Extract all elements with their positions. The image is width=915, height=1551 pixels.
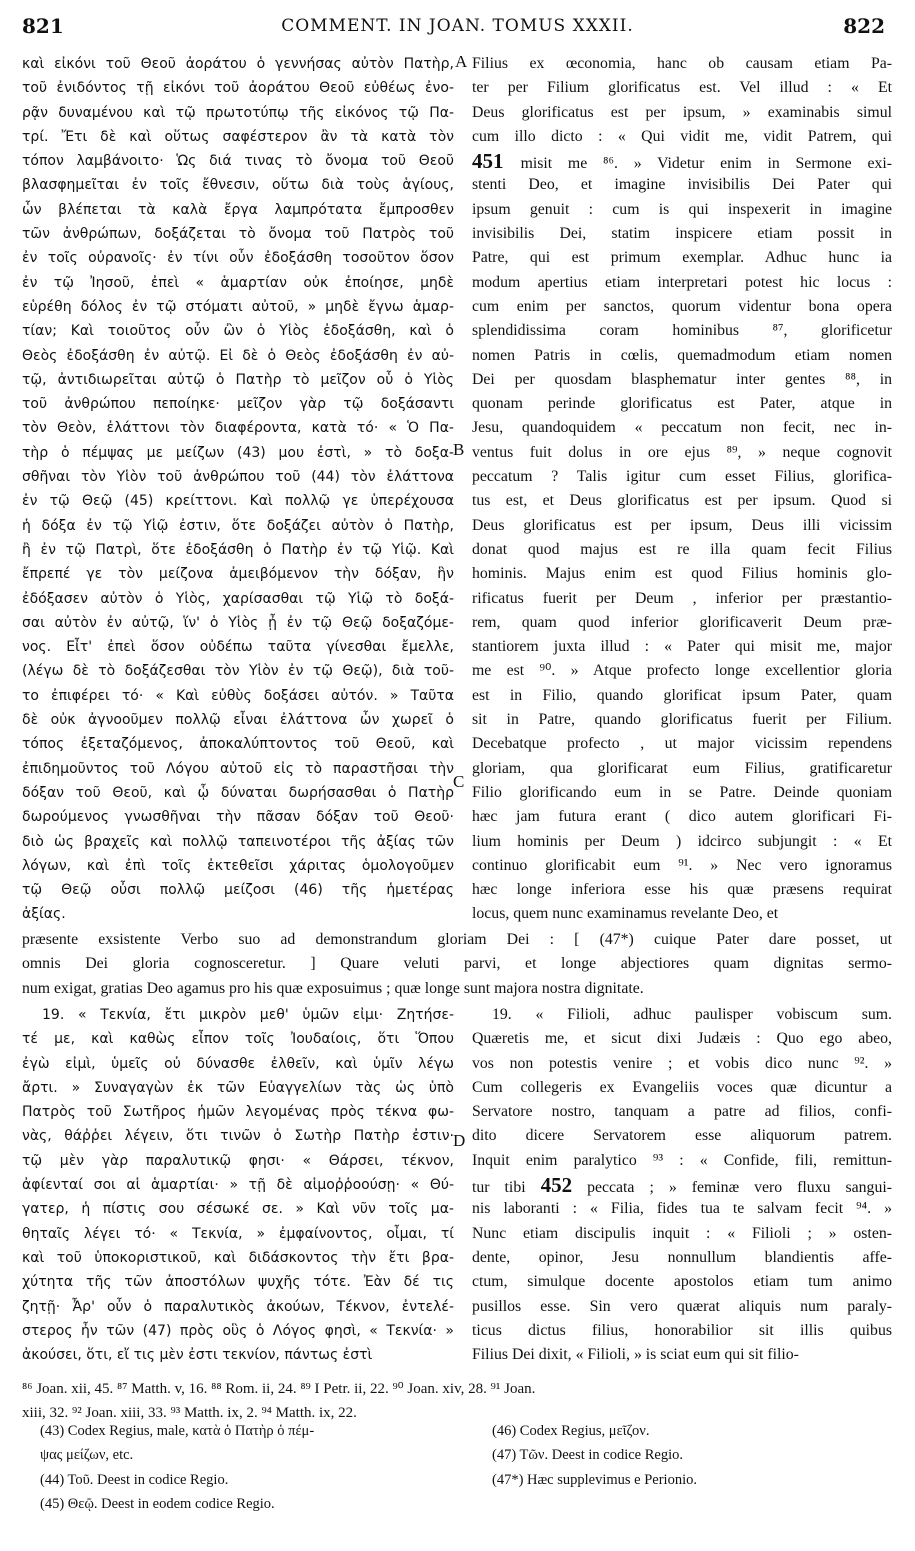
greek-line: καὶ τοῦ ὑποκοριστικοῦ, καὶ διδάσκοντος τὴν ἔτι βρα- bbox=[22, 1249, 454, 1266]
section-marker-b: B bbox=[453, 440, 465, 459]
reference-line: ⁸⁶ Joan. xii, 45. ⁸⁷ Matth. v, 16. ⁸⁸ Rom. ii, 24. ⁸⁹ I Petr. ii, 22. ⁹⁰ Joan. xiv, 28. ⁹¹ Joan. bbox=[22, 1381, 536, 1397]
greek-line: θηταῖς λέγει τό· « Τεκνία, » ἐμφαίνοντος, οἶμαι, τί bbox=[22, 1225, 454, 1242]
latin-line: rem, quam quod inferior glorificaverit Deum præ- bbox=[472, 613, 892, 631]
greek-line: τῶν ἀνθρώπων, δοξάζεται τὸ ὄνομα τοῦ Πατρὸς τοῦ bbox=[22, 226, 454, 243]
greek-line: ἄρτι. » Συναγαγὼν ἐκ τῶν Εὐαγγελίων τὰς ὡς ὑπὸ bbox=[22, 1079, 454, 1096]
critical-notes-right bbox=[492, 1422, 892, 1495]
latin-line: Dei per quosdam blasphematur inter gentes ⁸⁸, in bbox=[472, 370, 892, 388]
greek-line: ζητῇ· Ἆρ' οὖν ὁ παραλυτικὸς ἀκούων, Τέκνον, ἐντελέ- bbox=[22, 1298, 454, 1315]
column-number-451: 451 bbox=[472, 149, 521, 174]
latin-line: ter per Filium glorificatus est. Vel illud : « Et bbox=[472, 79, 892, 97]
latin-line: Cum collegeris ex Evangeliis voces quæ dicuntur a bbox=[472, 1078, 892, 1096]
latin-line: vos non potestis venire ; et vobis dico nunc ⁹². » bbox=[472, 1054, 892, 1072]
greek-line: διὸ ὡς βραχεῖς καὶ πολλῷ ταπεινοτέροι τῆς ἀξίας τῶν bbox=[22, 833, 454, 850]
column-number-452: 452 bbox=[540, 1173, 573, 1198]
latin-line: Jesu, quandoquidem « peccatum non fecit, nec in- bbox=[472, 419, 892, 437]
note-line: (44) Τοῦ. Deest in codice Regio. bbox=[40, 1471, 229, 1488]
greek-line: ἀξίας. bbox=[22, 906, 66, 923]
greek-line: ὧν βλέπεται τὰ καλὰ ἔργα λαμπρότατα ἔμπροσθεν bbox=[22, 201, 454, 218]
latin-line: ipsum genuit : cum is qui inspexerit in imagine bbox=[472, 200, 892, 218]
greek-line: δὲ οὐκ ἀγνοοῦμεν πολλῷ εἶναι ἐλάττονα ὧν χωρεῖ ὁ bbox=[22, 712, 454, 729]
latin-line: 451 misit me ⁸⁶. » Videtur enim in Sermone exi- bbox=[472, 149, 892, 174]
greek-line: ἢ ἐν τῷ Πατρὶ, ὅτε ἐδοξάσθη ὁ Πατὴρ ἐν τῷ Υἱῷ. Καὶ bbox=[22, 541, 454, 558]
greek-line: δόξαν τοῦ Θεοῦ, καὶ ᾧ δύναται δωρήσασθαι ὁ Πατὴρ bbox=[22, 784, 454, 801]
greek-line: ἀκούσει, ὅτι, εἴ τις μὲν ἐστι τεκνίον, πάντως ἐστὶ bbox=[22, 1347, 373, 1364]
latin-line: sit in Patre, quando glorificatus fuerit per Filium. bbox=[472, 711, 892, 729]
greek-line: βλασφημεῖται ἐν τοῖς ἔθνεσιν, οὕτω διὰ τοὺς ἁγίους, bbox=[22, 177, 454, 194]
latin-line: stenti Deo, et imagine invisibilis Dei Pater qui bbox=[472, 176, 892, 194]
latin-line: Filius Dei dixit, « Filioli, » is sciat eum qui sit filio- bbox=[472, 1346, 799, 1364]
greek-line: τίαν; Καὶ τοιοῦτος οὖν ὢν ὁ Υἱὸς ἐδοξάσθη, καὶ ὁ bbox=[22, 323, 454, 340]
note-line: (45) Θεῷ. Deest in eodem codice Regio. bbox=[40, 1495, 275, 1512]
section-marker-d: D bbox=[453, 1131, 466, 1150]
greek-line: ἐπιδημοῦντος τοῦ Λόγου αὐτοῦ εἰς τὸ παραστῆσαι τὴν bbox=[22, 760, 454, 777]
greek-line: νος. Εἶτ' ἐπεὶ ὅσον οὐδέπω ταῦτα γίνεσθαι ἔμελλε, bbox=[22, 639, 454, 656]
greek-line: το ἐπιφέρει τό· « Καὶ εὐθὺς δοξάσει αὐτόν. » Ταῦτα bbox=[22, 687, 454, 704]
greek-line: τέ με, καὶ καθὼς εἶπον τοῖς Ἰουδαίοις, ὅτι Ὅπου bbox=[22, 1031, 454, 1048]
latin-line: 19. « Filioli, adhuc paulisper vobiscum sum. bbox=[492, 1006, 892, 1023]
greek-line: γατερ, ἡ πίστις σου σέσωκέ σε. » Καὶ νῦν τοῖς μα- bbox=[22, 1201, 454, 1218]
greek-line: τῷ, ἀντιδιωρεῖται αὐτῷ ὁ Πατὴρ τὸ μεῖζον οὗ ὁ Υἱὸς bbox=[22, 371, 454, 388]
greek-line: χύτητα τῆς τῶν ἀποστόλων ψυχῆς τότε. Ἐὰν δέ τις bbox=[22, 1274, 454, 1291]
greek-line: σθῆναι τὸν Υἱὸν τοῦ ἀνθρώπου τοῦ (44) τὸν ἐλάττονα bbox=[22, 469, 454, 486]
critical-notes-left bbox=[40, 1422, 460, 1519]
running-title: COMMENT. IN JOAN. TOMUS XXXII. bbox=[281, 16, 634, 36]
greek-line: (λέγω δὲ τὸ δοξάζεσθαι τὸν Υἱὸν ἐν τῷ Θεῷ), διὰ τοῦ- bbox=[22, 663, 454, 680]
latin-line: lium hominis per Deum ) idcirco subjungit : « Et bbox=[472, 832, 892, 850]
greek-line: τόπον λαμβάνοιτο· Ὡς διά τινας τὸ ὄνομα τοῦ Θεοῦ bbox=[22, 153, 454, 170]
note-line: ψας μείζων, etc. bbox=[40, 1447, 134, 1464]
latin-line: tur tibi 452 peccata ; » feminæ vero fluxu sangui- bbox=[472, 1173, 892, 1198]
greek-line: τὴρ ὁ πέμψας με μείζων (43) μου ἐστὶ, » τὸ δοξα- bbox=[22, 444, 454, 461]
latin-line: cum enim per sanctos, quorum videntur bona opera bbox=[472, 297, 892, 315]
latin-line: stantiorem juxta illud : « Pater qui misit me, major bbox=[472, 638, 892, 656]
latin-line: Filius ex œconomia, hanc ob causam etiam Pa- bbox=[472, 55, 892, 72]
reference-line: xiii, 32. ⁹² Joan. xiii, 33. ⁹³ Matth. ix, 2. ⁹⁴ Matth. ix, 22. bbox=[22, 1405, 357, 1422]
spanning-latin-text bbox=[22, 928, 892, 1001]
spanning-line: num exigat, gratias Deo agamus pro his quæ exposuimus ; quæ longe sunt majora nostra dignitate. bbox=[22, 979, 644, 997]
greek-line: 19. « Τεκνία, ἔτι μικρὸν μεθ' ὑμῶν εἰμι· Ζητήσε- bbox=[42, 1007, 454, 1023]
greek-line: ἐν τῷ Θεῷ (45) κρείττονι. Καὶ πολλῷ γε ὑπερέχουσα bbox=[22, 493, 454, 510]
greek-line: εὑρέθη δόλος ἐν τῷ στόματι αὐτοῦ, » μηδὲ ἔγνω ἁμαρ- bbox=[22, 298, 454, 315]
latin-line: Patre, qui est primum exemplar. Adhuc hunc ia bbox=[472, 249, 892, 267]
latin-line: dito dicere Servatorem esse aliquorum patrem. bbox=[472, 1127, 892, 1145]
greek-line: δωρούμενος γνωσθῆναι τὴν πᾶσαν δόξαν τοῦ Θεοῦ· bbox=[22, 809, 454, 826]
right-page-number: 822 bbox=[843, 14, 885, 38]
latin-line: donat quod majus est re illa quam fecit Filius bbox=[472, 540, 892, 558]
latin-line: nomen Patris in cœlis, quemadmodum etiam nomen bbox=[472, 346, 892, 364]
latin-column bbox=[472, 52, 892, 927]
latin-line: gloriam, qua glorificarat eum Filius, gratificaretur bbox=[472, 759, 892, 777]
greek-line: Θεὸς ἐδοξάσθη ἐν αὐτῷ. Εἰ δὲ ὁ Θεὸς ἐδοξάσθη ἐν αὐ- bbox=[22, 347, 454, 364]
latin-line: cum illo dicto : « Qui vidit me, vidit Patrem, qui bbox=[472, 127, 892, 145]
latin-line: ventus fuit dolus in ore ejus ⁸⁹, » neque cognovit bbox=[472, 443, 892, 461]
greek-line: Πατρὸς τοῦ Σωτῆρος ἡμῶν λεγομένας πρὸς τέκνα φω- bbox=[22, 1104, 454, 1121]
greek-line: τῷ Θεῷ οὖσι πολλῷ μείζοσι (46) τῆς ἡμετέρας bbox=[22, 882, 454, 899]
page-header bbox=[0, 14, 915, 44]
note-line: (46) Codex Regius, μεῖζον. bbox=[492, 1423, 650, 1439]
latin-line: continuo glorificabit eum ⁹¹. » Nec vero ignoramus bbox=[472, 856, 892, 874]
spanning-line: omnis Dei gloria cognosceretur. ] Quare veluti parvi, et longe abjectiores quam dignitas sermo- bbox=[22, 955, 892, 973]
latin-line: Filio glorificando eum in se Patre. Deinde quoniam bbox=[472, 783, 892, 801]
greek-line: ρᾷν δυναμένου καὶ τῷ πρωτοτύπῳ τῆς εἰκόνος τῷ Πα- bbox=[22, 104, 454, 121]
latin-line: Inquit enim paralytico ⁹³ : « Confide, fili, remittun- bbox=[472, 1151, 892, 1169]
greek-line: τοῦ ἀνθρώπου πεποίηκε· μεῖζον γὰρ τῷ δοξάσαντι bbox=[22, 396, 454, 413]
greek-column-section-19 bbox=[22, 1003, 454, 1367]
latin-line: rificatus fuerit per Deum , inferior per præstantio- bbox=[472, 589, 892, 607]
latin-line: nis laboranti : « Filia, fides tua te salvam fecit ⁹⁴. » bbox=[472, 1200, 892, 1218]
latin-line: invisibilis Dei, statim inspicere etiam possit in bbox=[472, 225, 892, 243]
section-marker-a: A bbox=[455, 52, 468, 71]
latin-line: quonam perinde glorificatus est Pater, atque in bbox=[472, 395, 892, 413]
latin-line: est in Filio, quando glorificat ipsum Pater, quam bbox=[472, 686, 892, 704]
latin-line: locus, quem nunc examinamus revelante Deo, et bbox=[472, 905, 779, 923]
latin-line: Decebatque profecto , ut major vicissim rependens bbox=[472, 735, 892, 753]
greek-line: ἀφίενταί σοι αἱ ἁμαρτίαι· » τῇ δὲ αἱμοῤῥοούσῃ· « Θύ- bbox=[22, 1177, 454, 1194]
latin-line: ticus dictus filius, honorabilior sit illis quibus bbox=[472, 1321, 892, 1339]
latin-line: pusillos esse. Sin vero quærat aliquis num paraly- bbox=[472, 1297, 892, 1315]
greek-line: τρί. Ἔτι δὲ καὶ οὕτως σαφέστερον ἂν τὰ κατὰ τὸν bbox=[22, 128, 454, 145]
latin-line: me est ⁹⁰. » Atque profecto longe excellentior gloria bbox=[472, 662, 892, 680]
section-marker-c: C bbox=[453, 772, 465, 791]
note-line: (43) Codex Regius, male, κατὰ ὁ Πατὴρ ὁ πέμ- bbox=[40, 1423, 315, 1439]
greek-line: ἐν τῷ Ἰησοῦ, ἐπεὶ « ἁμαρτίαν οὐκ ἐποίησε, μηδὲ bbox=[22, 274, 454, 291]
greek-line: τῷ μὲν γὰρ παραλυτικῷ φησι· « Θάρσει, τέκνον, bbox=[22, 1152, 454, 1169]
latin-line: peccatum ? Talis igitur cum esset Filius, glorifica- bbox=[472, 468, 892, 486]
greek-line: ἔπρεπέ γε τὸν μείζονα ἀμειβόμενον τὴν δόξαν, ἣν bbox=[22, 566, 454, 583]
scripture-references bbox=[22, 1378, 902, 1427]
latin-line: ctum, simulque docente apostolos etiam tum animo bbox=[472, 1273, 892, 1291]
spanning-line: præsente exsistente Verbo suo ad demonstrandum gloriam Dei : [ (47*) cuique Pater dare posset, ut bbox=[22, 931, 892, 948]
greek-line: ἐγὼ εἰμὶ, ὑμεῖς οὐ δύνασθε ἐλθεῖν, καὶ ὑμῖν λέγω bbox=[22, 1055, 454, 1072]
latin-line: dente, opinor, Jesu nonnullum blandientis affe- bbox=[472, 1248, 892, 1266]
greek-line: καὶ εἰκόνι τοῦ Θεοῦ ἀοράτου ὁ γεννήσας αὐτὸν Πατὴρ, bbox=[22, 56, 454, 72]
greek-line: ἐν τοῖς οὐρανοῖς· ἐν τίνι οὖν ἐδοξάσθη τοσοῦτον ὅσον bbox=[22, 250, 454, 267]
greek-column bbox=[22, 52, 454, 927]
greek-line: λόγων, καὶ ἐπὶ τοῖς ἐκτεθεῖσι χάριτας ὁμολογοῦμεν bbox=[22, 857, 454, 874]
latin-line: Nunc etiam discipulis inquit : « Filioli ; » osten- bbox=[472, 1224, 892, 1242]
latin-line: Quæretis me, et sicut dixi Judæis : Quo ego abeo, bbox=[472, 1030, 892, 1048]
latin-line: modum apertius etiam interpretari potest hic locus : bbox=[472, 273, 892, 291]
latin-line: hæc jam futura erant ( dico autem glorificari Fi- bbox=[472, 808, 892, 826]
greek-line: ἡ δόξα ἐν τῷ Υἱῷ ἐστιν, ὅτε δοξάζει αὐτὸν ὁ Πατὴρ, bbox=[22, 517, 454, 534]
greek-line: τόπος ἐξεταζόμενος, ἀποκαλύπτοντος τοῦ Θεοῦ, καὶ bbox=[22, 736, 454, 753]
note-line: (47*) Hæc supplevimus e Perionio. bbox=[492, 1471, 697, 1488]
latin-line: tus est, et Deus glorificatus est per ipsum. Quod si bbox=[472, 492, 892, 510]
latin-column-section-19 bbox=[472, 1003, 892, 1367]
latin-line: hæc longe inferiora esse his quæ præsens requirat bbox=[472, 881, 892, 899]
greek-line: νὰς, θάῤῥει λέγειν, ὅτι τινῶν ὁ Σωτὴρ Πατὴρ ἐστιν· bbox=[22, 1128, 454, 1145]
latin-line: Servatore nostro, tanquam a patre ad filios, confi- bbox=[472, 1103, 892, 1121]
left-page-number: 821 bbox=[22, 14, 64, 38]
greek-line: σαι αὐτὸν ἐν αὐτῷ, ἵν' ὁ Υἱὸς ᾖ ἐν τῷ Θεῷ δοξαζόμε- bbox=[22, 614, 454, 631]
latin-line: hominis. Majus enim est quod Filius hominis glo- bbox=[472, 565, 892, 583]
greek-line: ἐδόξασεν αὐτὸν ὁ Υἱὸς, χαρίσασθαι τῷ Υἱῷ τὸ δοξά- bbox=[22, 590, 454, 607]
greek-line: τοῦ ἐνιδόντος τῇ εἰκόνι τοῦ ἀοράτου Θεοῦ εὐθέως ἐνο- bbox=[22, 80, 454, 97]
latin-line: Deus glorificatus est per ipsum, Deus illi vicissim bbox=[472, 516, 892, 534]
note-line: (47) Τῶν. Deest in codice Regio. bbox=[492, 1447, 683, 1464]
latin-line: Deus glorificatus est per ipsum, » examinabis simul bbox=[472, 103, 892, 121]
greek-line: τὸν Θεὸν, ἐλάττονι τὸν διαφέροντα, κατὰ τό· « Ὁ Πα- bbox=[22, 420, 454, 437]
greek-line: στερος ἦν τῶν (47) πρὸς οὓς ὁ Λόγος φησὶ, « Τεκνία· » bbox=[22, 1322, 454, 1339]
latin-line: splendidissima coram hominibus ⁸⁷, glorificetur bbox=[472, 322, 892, 340]
